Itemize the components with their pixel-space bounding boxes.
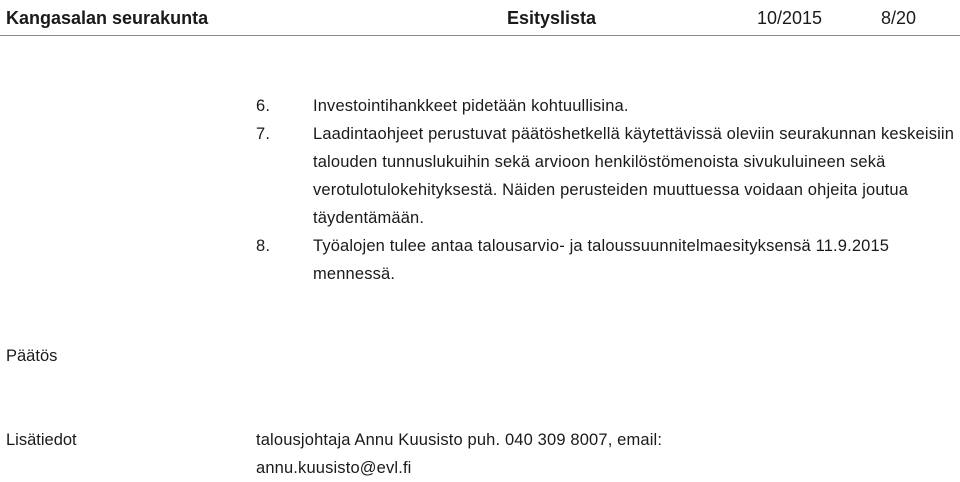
list-item <box>256 232 956 288</box>
document-type: Esityslista <box>507 8 597 28</box>
page-number: 8/20 <box>881 8 917 28</box>
additional-info-label: Lisätiedot <box>6 431 77 449</box>
organization-name: Kangasalan seurakunta <box>6 8 209 28</box>
list-item <box>256 120 956 232</box>
decision-label: Päätös <box>6 347 58 365</box>
contact-line: talousjohtaja Annu Kuusisto puh. 040 309 8007, email: <box>256 431 663 449</box>
list-item-text: Laadintaohjeet perustuvat päätöshetkellä käytettävissä oleviin seurakunnan keskeisiin talouden tunnuslukuihin sekä arvioon henkilöstömenoista sivukuluineen sekä verotulotulokehityksestä. Näiden perusteiden muuttuessa voidaan ohjeita joutua täydentämään. <box>313 125 955 227</box>
list-item-text: Investointihankkeet pidetään kohtuullisina. <box>313 97 629 115</box>
list-item-number: 6. <box>256 97 271 115</box>
contact-email: annu.kuusisto@evl.fi <box>256 459 412 477</box>
page-header <box>0 0 960 38</box>
instruction-list <box>256 92 956 288</box>
additional-info <box>256 426 856 482</box>
list-item <box>256 92 956 120</box>
list-item-number: 7. <box>256 125 271 143</box>
list-item-number: 8. <box>256 237 271 255</box>
list-item-text: Työalojen tulee antaa talousarvio- ja taloussuunnitelmaesityksensä 11.9.2015 mennessä. <box>313 237 890 283</box>
header-divider <box>0 35 960 36</box>
meeting-number: 10/2015 <box>757 8 823 28</box>
